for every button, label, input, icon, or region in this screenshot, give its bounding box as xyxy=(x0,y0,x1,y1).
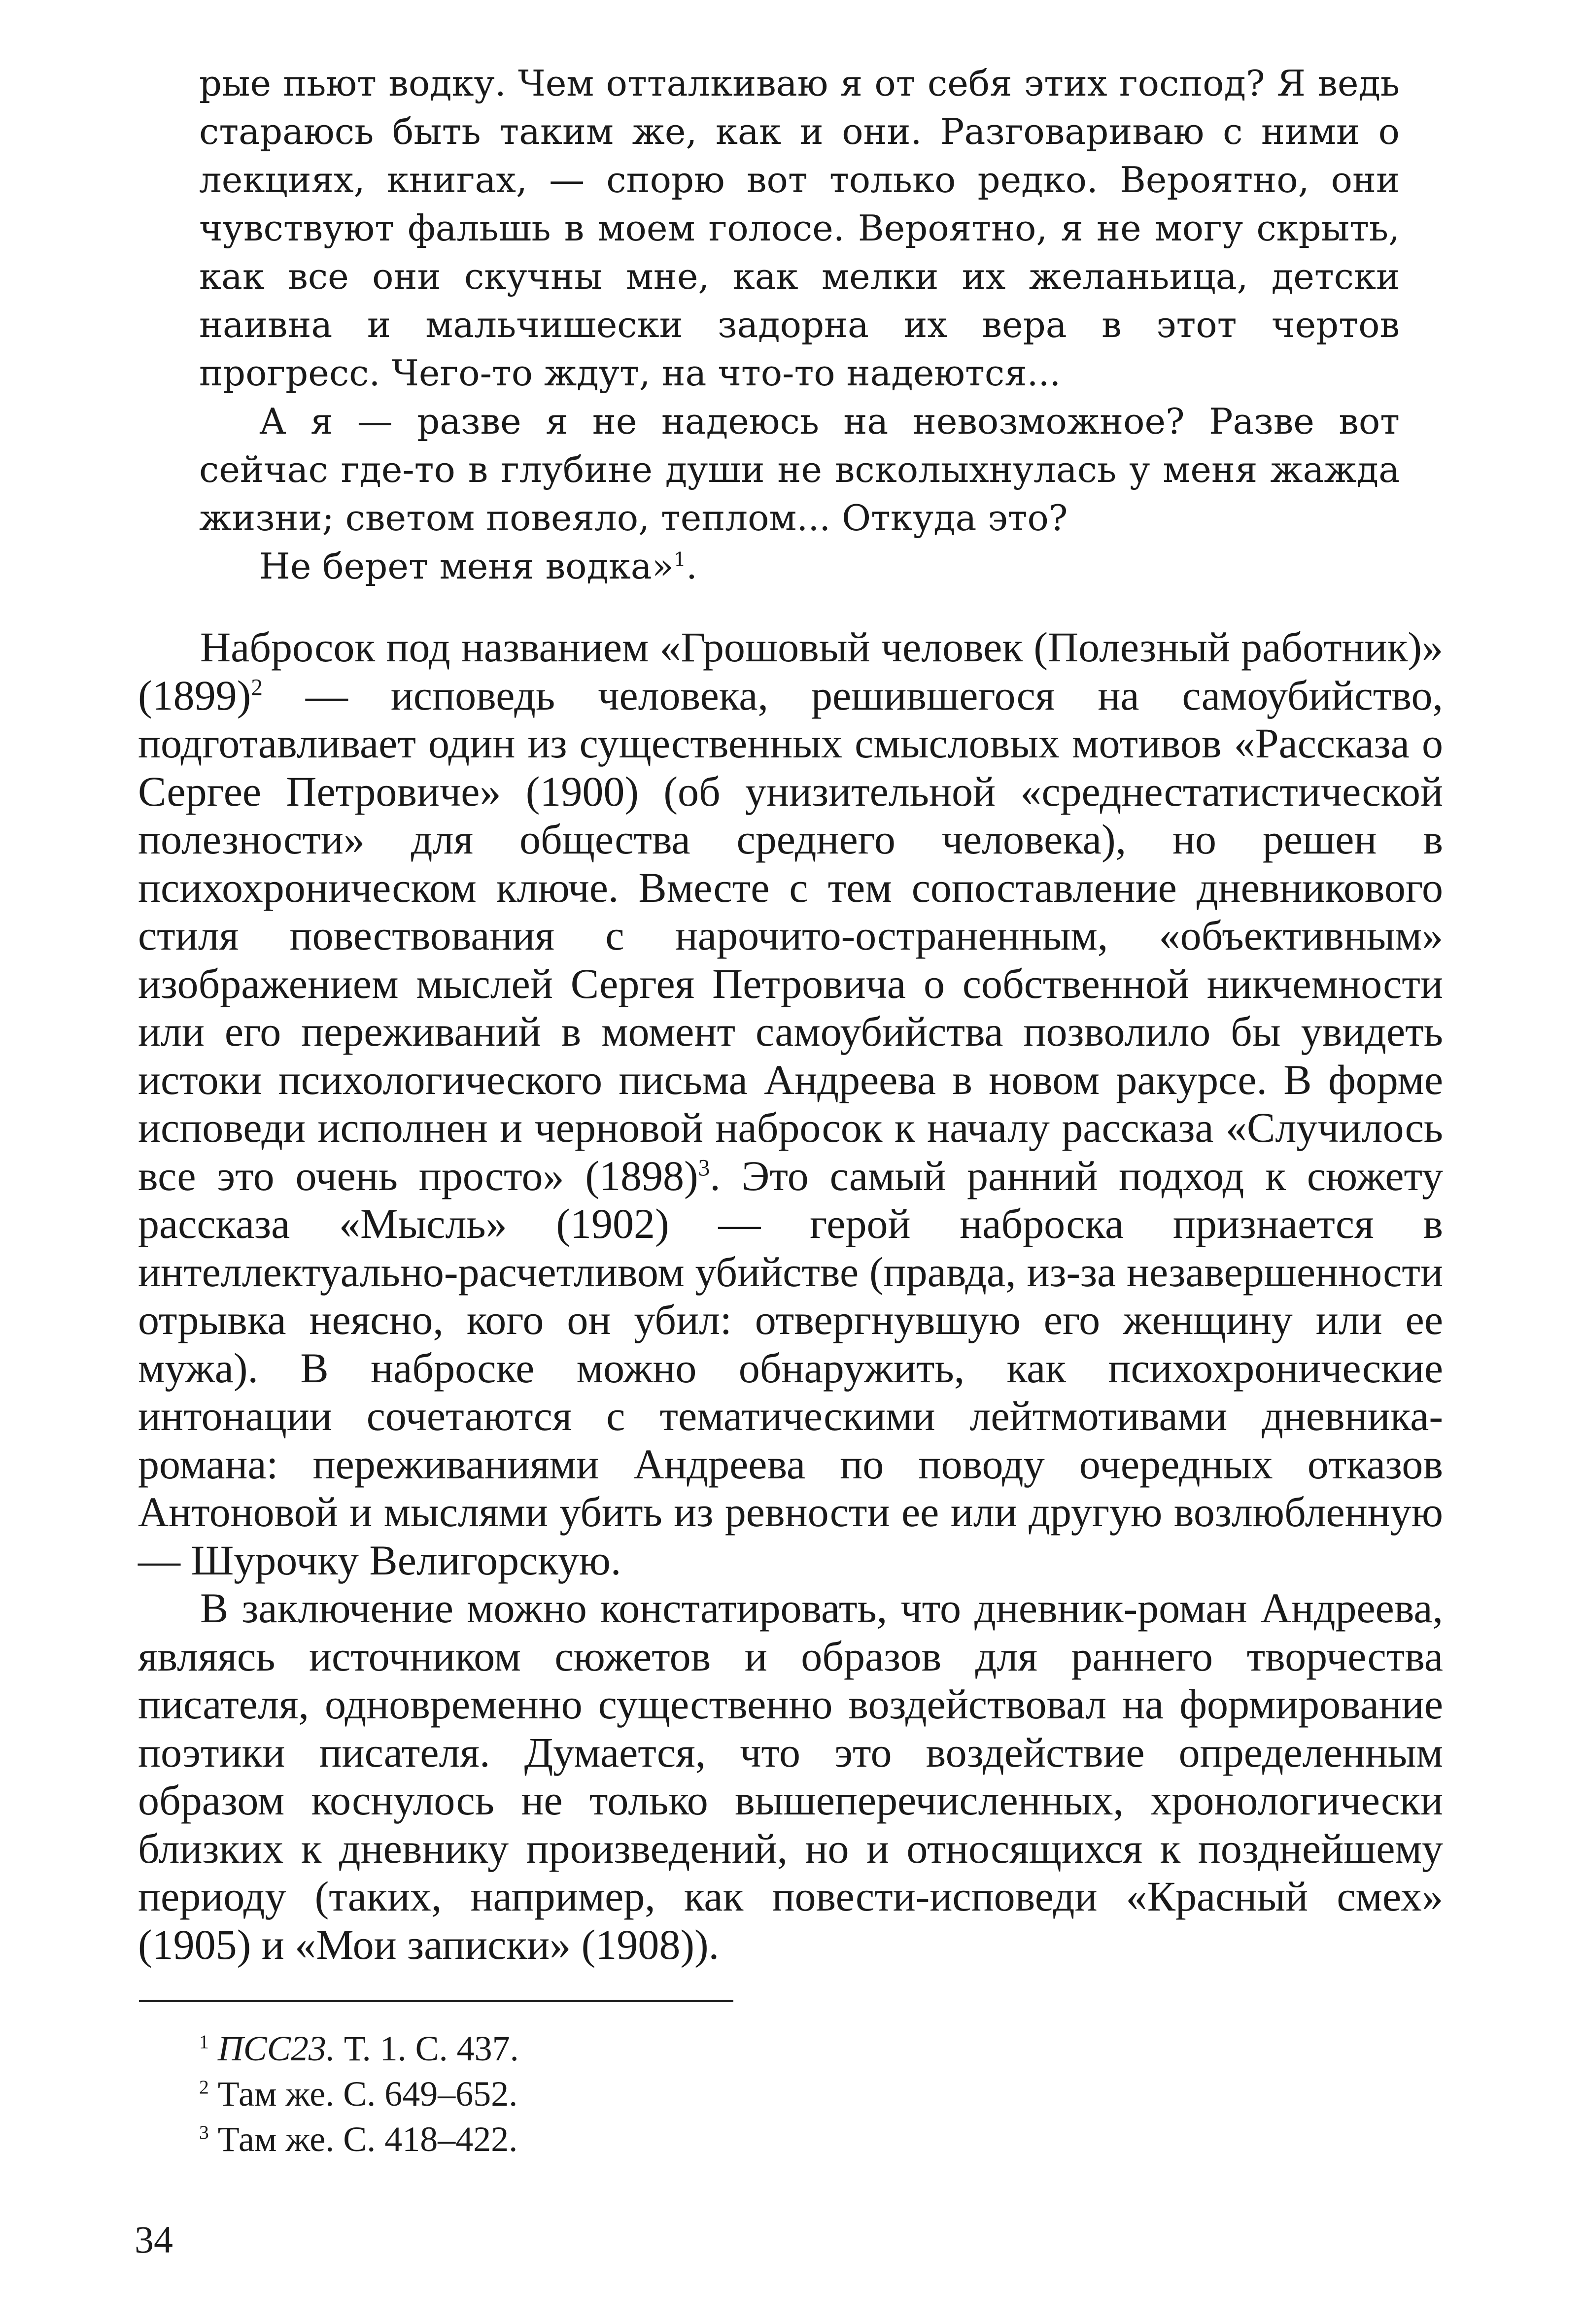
footnote-ref[interactable]: 3 xyxy=(698,1155,710,1181)
footnote-source: ПСС23. xyxy=(217,2029,335,2068)
body-text-span: — исповедь человека, решившегося на самоубийство, подготавливает один из существенных смысловых мотивов «Рассказа о Сергее Петровиче» (1900) (об унизительной «среднестатистической полезности» для общества среднего человека), но решен в психохроническом ключе. Вместе с тем сопоставление дневникового стиля повествования с нарочито-остраненным, «объективным» изображением мыслей Сергея Петровича о собственной никчемности или его переживаний в момент самоубийства позволило бы увидеть истоки психологического письма Андреева в новом ракурсе. В форме исповеди исполнен и черновой набросок к началу рассказа «Случилось все это очень просто» (1898) xyxy=(138,671,1443,1199)
quote-paragraph-last xyxy=(199,542,1400,590)
quote-paragraph: рые пьют водку. Чем отталкиваю я от себя этих господ? Я ведь стараюсь быть таким же, как и они. Разговариваю с ними о лекциях, книгах, — спорю вот только редко. Вероятно, они чувствуют фальшь в моем голосе. Вероятно, я не могу скрыть, как все они скучны мне, как мелки их желаньица, детски наивна и мальчишески задорна их вера в этот чертов прогресс. Чего-то ждут, на что-то надеются... xyxy=(199,63,1400,394)
footnotes xyxy=(199,2026,519,2162)
body-text-span: Набросок под названием «Грошовый человек (Полезный работник)» (1899) xyxy=(138,623,1443,719)
footnote-number: 2 xyxy=(199,2076,209,2098)
footnote-item xyxy=(199,2071,519,2117)
footnote-separator xyxy=(139,2000,733,2002)
diary-quote xyxy=(199,59,1400,590)
footnote-text: Т. 1. С. 437. xyxy=(335,2029,519,2068)
footnote-text: Там же. С. 649–652. xyxy=(217,2074,518,2114)
footnote-number: 1 xyxy=(199,2031,209,2052)
quote-text-end: . xyxy=(686,546,697,587)
body-text-span: . Это самый ранний подход к сюжету рассказа «Мысль» (1902) — герой наброска признается в интеллектуально-расчетливом убийстве (правда, из-за незавершенности отрывка неясно, кого он убил: отвергнувшую его женщину или ее мужа). В наброске можно обнаружить, как психохронические интонации сочетаются с тематическими лейтмотивами дневника-романа: переживаниями Андреева по поводу очередных отказов Антоновой и мыслями убить из ревности ее или другую возлюбленную — Шурочку Велигорскую. xyxy=(138,1152,1444,1584)
footnote-text: Там же. С. 418–422. xyxy=(217,2119,518,2159)
page-number: 34 xyxy=(135,2218,173,2261)
quote-paragraph: А я — разве я не надеюсь на невозможное? Разве вот сейчас где-то в глубине души не всколыхнулась у меня жажда жизни; светом повеяло, теплом... Откуда это? xyxy=(199,401,1400,539)
footnote-ref[interactable]: 2 xyxy=(251,674,263,700)
footnote-number: 3 xyxy=(199,2121,209,2143)
footnote-item xyxy=(199,2117,519,2162)
body-paragraph xyxy=(138,623,1443,1584)
footnote-item xyxy=(199,2026,519,2071)
quote-text: Не берет меня водка» xyxy=(259,546,674,587)
main-text xyxy=(138,623,1443,1969)
footnote-ref[interactable]: 1 xyxy=(673,548,686,571)
body-paragraph: В заключение можно констатировать, что дневник-роман Андреева, являясь источником сюжетов и образов для раннего творчества писателя, одновременно существенно воздействовал на формирование поэтики писателя. Думается, что это воздействие определенным образом коснулось не только вышеперечисленных, хронологически близких к дневнику произведений, но и относящихся к позднейшему периоду (таких, например, как повести-исповеди «Красный смех» (1905) и «Мои записки» (1908)). xyxy=(138,1584,1443,1968)
